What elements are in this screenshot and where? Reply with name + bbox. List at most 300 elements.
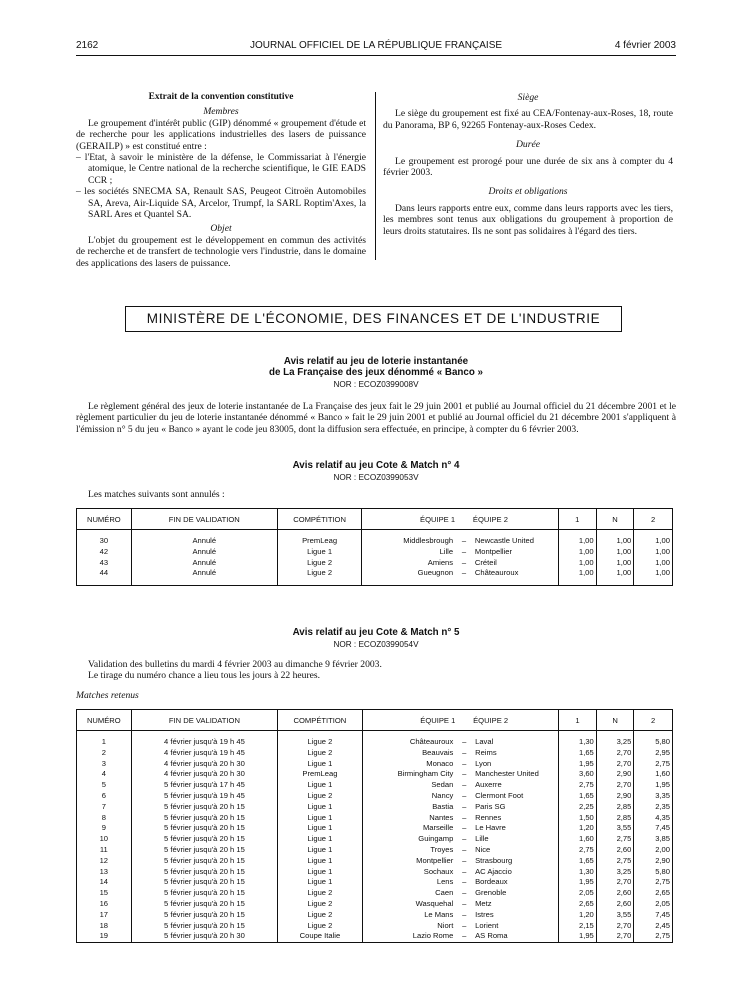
odds-1: 1,00 [558, 536, 596, 547]
table-row [77, 813, 673, 824]
team-1: Caen [362, 888, 455, 899]
match-number: 13 [77, 867, 132, 878]
col-header-1: 1 [559, 710, 597, 731]
cm4-table [76, 508, 673, 586]
odds-2: 2,75 [634, 759, 673, 770]
team-2: Lyon [473, 759, 559, 770]
validation-end: Annulé [131, 547, 277, 558]
competition: Ligue 1 [278, 759, 362, 770]
match-number: 4 [77, 769, 132, 780]
validation-end: 5 février jusqu'à 20 h 15 [131, 856, 278, 867]
table-row [77, 769, 673, 780]
odds-1: 1,65 [559, 748, 597, 759]
odds-1: 1,20 [559, 910, 597, 921]
banco-title-line-1: Avis relatif au jeu de loterie instantanée [283, 356, 469, 367]
competition: Ligue 2 [278, 737, 362, 748]
col-header-competition: COMPÉTITION [277, 509, 361, 530]
odds-n: 2,70 [596, 877, 634, 888]
competition: Coupe Italie [278, 931, 362, 942]
odds-1: 2,75 [559, 780, 597, 791]
odds-1: 2,65 [559, 899, 597, 910]
table-row [77, 910, 673, 921]
table-row [77, 856, 673, 867]
cm4-table-body [77, 530, 673, 586]
odds-n: 3,25 [596, 737, 634, 748]
competition: Ligue 2 [278, 888, 362, 899]
col-header-1: 1 [558, 509, 596, 530]
competition: Ligue 2 [278, 899, 362, 910]
issue-date: 4 février 2003 [614, 40, 676, 51]
validation-end: 5 février jusqu'à 20 h 15 [131, 813, 278, 824]
team-1: Nancy [362, 791, 455, 802]
odds-n: 2,90 [596, 791, 634, 802]
table-row [77, 899, 673, 910]
validation-end: 4 février jusqu'à 19 h 45 [131, 748, 278, 759]
team-separator: – [462, 823, 467, 833]
odds-1: 2,15 [559, 921, 597, 932]
odds-2: 2,65 [634, 888, 673, 899]
team-separator: – [462, 747, 467, 757]
odds-n: 2,60 [596, 888, 634, 899]
team-2: AS Roma [473, 931, 559, 942]
competition: Ligue 1 [278, 877, 362, 888]
odds-2: 1,00 [634, 536, 673, 547]
validation-end: 4 février jusqu'à 20 h 30 [131, 769, 278, 780]
odds-1: 1,00 [558, 547, 596, 558]
team-separator: – [462, 844, 467, 854]
odds-1: 1,30 [559, 737, 597, 748]
team-1: Gueugnon [362, 568, 455, 579]
match-number: 14 [77, 877, 132, 888]
odds-1: 2,25 [559, 802, 597, 813]
col-header-numero: NUMÉRO [77, 509, 132, 530]
validation-end: Annulé [131, 536, 277, 547]
match-number: 18 [77, 921, 132, 932]
table-row [77, 867, 673, 878]
team-1: Lille [362, 547, 455, 558]
col-header-fin-validation: FIN DE VALIDATION [131, 509, 277, 530]
col-header-n: N [596, 710, 634, 731]
table-row [77, 737, 673, 748]
table-row [77, 536, 673, 547]
cm5-nor: NOR : ECOZ0399054V [333, 640, 419, 649]
col-header-equipe-1: ÉQUIPE 1 [362, 710, 455, 731]
droits-text: Dans leurs rapports entre eux, comme dans leurs rapports avec les tiers, les membres sont tenus aux obligations du groupement à proportion de leurs droits statutaires. Ils ne sont pas solidaires à l'égard des tiers. [383, 202, 673, 237]
match-number: 17 [77, 910, 132, 921]
team-2: Reims [473, 748, 559, 759]
odds-n: 2,90 [596, 769, 634, 780]
membres-item-1: – l'Etat, à savoir le ministère de la défense, le Commissariat à l'énergie atomique, le Centre national de la recherche scientifique, le GIE EADS CCR ; [76, 152, 366, 186]
odds-1: 1,50 [559, 813, 597, 824]
competition: Ligue 1 [278, 813, 362, 824]
odds-2: 2,75 [634, 931, 673, 942]
spacer-cell [596, 579, 634, 586]
cm4-intro: Les matches suivants sont annulés : [88, 489, 225, 500]
team-separator: – [461, 546, 467, 556]
header-rule [76, 55, 676, 56]
team-1: Beauvais [362, 748, 455, 759]
odds-2: 7,45 [634, 910, 673, 921]
spacer-cell [277, 579, 361, 586]
odds-1: 1,00 [558, 558, 596, 569]
validation-end: 5 février jusqu'à 20 h 30 [131, 931, 278, 942]
team-1: Birmingham City [362, 769, 455, 780]
col-header-spacer [455, 710, 473, 731]
validation-end: 5 février jusqu'à 20 h 15 [131, 845, 278, 856]
match-number: 42 [77, 547, 132, 558]
spacer-cell [558, 579, 596, 586]
match-number: 16 [77, 899, 132, 910]
competition: PremLeag [278, 769, 362, 780]
odds-n: 3,55 [596, 910, 634, 921]
odds-1: 2,75 [559, 845, 597, 856]
team-separator: – [462, 866, 467, 876]
duree-text: Le groupement est prorogé pour une durée de six ans à compter du 4 février 2003. [383, 155, 673, 179]
odds-n: 2,70 [596, 759, 634, 770]
droits-heading: Droits et obligations [488, 186, 568, 198]
col-header-competition: COMPÉTITION [278, 710, 362, 731]
team-1: Lazio Rome [362, 931, 455, 942]
table-row [77, 834, 673, 845]
table-row [77, 823, 673, 834]
siege-text: Le siège du groupement est fixé au CEA/Fontenay-aux-Roses, 18, route du Panorama, BP 6, 92265 Fontenay-aux-Roses Cedex. [383, 108, 673, 131]
validation-end: 5 février jusqu'à 20 h 15 [131, 910, 278, 921]
team-2: Grenoble [473, 888, 559, 899]
team-1: Amiens [362, 558, 455, 569]
col-header-equipe-2: ÉQUIPE 2 [473, 710, 559, 731]
cm4-intro-block [76, 489, 676, 500]
team-separator: – [462, 855, 467, 865]
cm5-tirage: Le tirage du numéro chance a lieu tous les jours à 22 heures. [88, 670, 321, 682]
competition: Ligue 1 [277, 547, 361, 558]
odds-2: 4,35 [634, 813, 673, 824]
validation-end: 5 février jusqu'à 17 h 45 [131, 780, 278, 791]
table-row [77, 547, 673, 558]
team-1: Bastia [362, 802, 455, 813]
team-separator: – [455, 931, 473, 942]
odds-n: 1,00 [596, 568, 634, 579]
odds-2: 1,60 [634, 769, 673, 780]
match-number: 8 [77, 813, 132, 824]
spacer-cell [634, 579, 673, 586]
validation-end: Annulé [131, 558, 277, 569]
odds-1: 1,65 [559, 856, 597, 867]
match-number: 3 [77, 759, 132, 770]
table-row [77, 888, 673, 899]
competition: Ligue 1 [278, 834, 362, 845]
match-number: 12 [77, 856, 132, 867]
cm5-matches-heading: Matches retenus [76, 690, 139, 701]
team-1: Middlesbrough [362, 536, 455, 547]
competition: Ligue 2 [277, 568, 361, 579]
match-number: 1 [77, 737, 132, 748]
col-header-equipe-2: ÉQUIPE 2 [473, 509, 559, 530]
odds-2: 1,95 [634, 780, 673, 791]
cm5-header-row [77, 710, 673, 731]
banco-text-block [76, 401, 676, 435]
ministry-banner: MINISTÈRE DE L'ÉCONOMIE, DES FINANCES ET DE L'INDUSTRIE [125, 306, 622, 332]
team-separator: – [462, 737, 467, 746]
team-separator: – [461, 557, 467, 567]
competition: Ligue 1 [278, 780, 362, 791]
match-number: 7 [77, 802, 132, 813]
spacer-cell [362, 579, 455, 586]
page-header [76, 40, 676, 54]
team-2: Lorient [473, 921, 559, 932]
odds-2: 1,00 [634, 547, 673, 558]
cm4-title: Avis relatif au jeu Cote & Match n° 4 [292, 460, 460, 471]
odds-n: 2,70 [596, 780, 634, 791]
team-2: Manchester United [473, 769, 559, 780]
odds-1: 1,95 [559, 931, 597, 942]
team-separator: – [462, 898, 467, 908]
spacer-cell [473, 579, 559, 586]
team-separator: – [462, 877, 467, 887]
competition: Ligue 1 [278, 867, 362, 878]
odds-2: 2,35 [634, 802, 673, 813]
banco-nor: NOR : ECOZ0399008V [333, 380, 419, 389]
team-1: Sochaux [362, 867, 455, 878]
odds-1: 1,30 [559, 867, 597, 878]
team-1: Marseille [362, 823, 455, 834]
odds-1: 1,95 [559, 877, 597, 888]
team-separator: – [462, 769, 467, 779]
odds-1: 3,60 [559, 769, 597, 780]
competition: Ligue 1 [278, 802, 362, 813]
column-separator [375, 92, 376, 260]
validation-end: Annulé [131, 568, 277, 579]
team-1: Monaco [362, 759, 455, 770]
odds-n: 2,70 [596, 931, 634, 942]
duree-heading: Durée [516, 139, 540, 151]
team-2: Metz [473, 899, 559, 910]
team-1: Troyes [362, 845, 455, 856]
match-number: 11 [77, 845, 132, 856]
cm5-table [76, 709, 673, 943]
team-separator: – [461, 568, 467, 578]
match-number: 2 [77, 748, 132, 759]
competition: Ligue 2 [278, 791, 362, 802]
odds-1: 1,95 [559, 759, 597, 770]
spacer-cell [131, 579, 277, 586]
match-number: 6 [77, 791, 132, 802]
table-row [77, 931, 673, 942]
odds-2: 3,35 [634, 791, 673, 802]
col-header-2: 2 [634, 509, 673, 530]
banco-text: Le règlement général des jeux de loterie instantanée de La Française des jeux fait le 29 juin 2001 et publié au Journal officiel du 21 décembre 2001 et le règlement particulier du jeu de loterie instantanée dénommé « Banco » fait le 29 juin 2001 et publié au Journal officiel du 21 décembre 2001 s'appliquent à l'émission n° 5 du jeu « Banco » ayant le code jeu 83005, dont la diffusion sera effectuée, en principe, à compter du 6 février 2003. [76, 401, 676, 435]
odds-n: 3,25 [596, 867, 634, 878]
spacer-cell [77, 579, 132, 586]
team-1: Niort [362, 921, 455, 932]
team-separator: – [462, 888, 467, 898]
match-number: 10 [77, 834, 132, 845]
team-separator: – [462, 790, 467, 800]
odds-2: 2,00 [634, 845, 673, 856]
team-1: Nantes [362, 813, 455, 824]
team-separator: – [461, 536, 467, 545]
odds-2: 3,85 [634, 834, 673, 845]
cm4-nor: NOR : ECOZ0399053V [333, 473, 419, 482]
membres-intro: Le groupement d'intérêt public (GIP) dénommé « groupement d'étude et de recherche pour les applications industrielles des lasers de puissance (GERAILP) » est constitué entre : [76, 117, 366, 152]
convention-title: Extrait de la convention constitutive [148, 92, 294, 102]
cm5-title: Avis relatif au jeu Cote & Match n° 5 [292, 627, 460, 638]
validation-end: 5 février jusqu'à 20 h 15 [131, 877, 278, 888]
cm4-header-row [77, 509, 673, 530]
odds-2: 5,80 [634, 737, 673, 748]
team-2: Lille [473, 834, 559, 845]
table-row [77, 748, 673, 759]
odds-n: 2,75 [596, 856, 634, 867]
cm5-table-body [77, 731, 673, 943]
odds-2: 1,00 [634, 558, 673, 569]
team-2: Bordeaux [473, 877, 559, 888]
col-header-fin-validation: FIN DE VALIDATION [131, 710, 278, 731]
match-number: 44 [77, 568, 132, 579]
odds-2: 1,00 [634, 568, 673, 579]
team-2: Paris SG [473, 802, 559, 813]
odds-1: 1,20 [559, 823, 597, 834]
odds-2: 2,45 [634, 921, 673, 932]
odds-1: 1,60 [559, 834, 597, 845]
validation-end: 4 février jusqu'à 19 h 45 [131, 737, 278, 748]
competition: Ligue 1 [278, 823, 362, 834]
cm5-validation: Validation des bulletins du mardi 4 février 2003 au dimanche 9 février 2003. [88, 659, 382, 670]
match-number: 30 [77, 536, 132, 547]
team-2: Montpellier [473, 547, 559, 558]
page-number: 2162 [76, 40, 99, 51]
team-separator: – [462, 909, 467, 919]
team-2: Châteauroux [473, 568, 559, 579]
right-column [383, 92, 673, 237]
validation-end: 5 février jusqu'à 20 h 15 [131, 802, 278, 813]
odds-2: 2,75 [634, 877, 673, 888]
team-2: Nice [473, 845, 559, 856]
match-number: 9 [77, 823, 132, 834]
odds-n: 2,70 [596, 921, 634, 932]
table-row [77, 845, 673, 856]
odds-2: 5,80 [634, 867, 673, 878]
competition: Ligue 2 [278, 921, 362, 932]
team-separator: – [462, 920, 467, 930]
validation-end: 4 février jusqu'à 20 h 30 [131, 759, 278, 770]
team-separator: – [462, 812, 467, 822]
odds-2: 2,05 [634, 899, 673, 910]
odds-2: 2,90 [634, 856, 673, 867]
objet-text: L'objet du groupement est le développement en commun des activités de recherche et de transfert de technologie vers l'industrie, dans le domaine des applications des lasers de puissance. [76, 234, 366, 269]
validation-end: 5 février jusqu'à 20 h 15 [131, 899, 278, 910]
odds-n: 2,85 [596, 802, 634, 813]
odds-n: 2,85 [596, 813, 634, 824]
odds-1: 1,00 [558, 568, 596, 579]
table-row [77, 877, 673, 888]
team-2: Newcastle United [473, 536, 559, 547]
odds-1: 1,65 [559, 791, 597, 802]
banco-title-line-2: de La Française des jeux dénommé « Banco » [269, 367, 483, 378]
team-2: Rennes [473, 813, 559, 824]
team-2: Le Havre [473, 823, 559, 834]
spacer-cell [455, 579, 473, 586]
team-2: Istres [473, 910, 559, 921]
col-header-spacer [455, 509, 473, 530]
team-1: Wasquehal [362, 899, 455, 910]
odds-n: 3,55 [596, 823, 634, 834]
col-header-numero: NUMÉRO [77, 710, 132, 731]
competition: PremLeag [277, 536, 361, 547]
competition: Ligue 2 [278, 748, 362, 759]
table-row [77, 780, 673, 791]
table-row [77, 791, 673, 802]
competition: Ligue 1 [278, 845, 362, 856]
table-row [77, 568, 673, 579]
journal-title: JOURNAL OFFICIEL DE LA RÉPUBLIQUE FRANÇAISE [249, 40, 503, 51]
left-column [76, 92, 366, 269]
competition: Ligue 2 [278, 910, 362, 921]
team-2: AC Ajaccio [473, 867, 559, 878]
team-separator: – [462, 780, 467, 790]
team-separator: – [462, 801, 467, 811]
col-header-equipe-1: ÉQUIPE 1 [362, 509, 455, 530]
team-2: Auxerre [473, 780, 559, 791]
team-1: Châteauroux [362, 737, 455, 748]
validation-end: 5 février jusqu'à 20 h 15 [131, 823, 278, 834]
odds-n: 2,60 [596, 845, 634, 856]
odds-2: 2,95 [634, 748, 673, 759]
match-number: 5 [77, 780, 132, 791]
objet-heading: Objet [210, 223, 232, 235]
odds-n: 1,00 [596, 547, 634, 558]
table-row [77, 802, 673, 813]
col-header-n: N [596, 509, 634, 530]
validation-end: 5 février jusqu'à 19 h 45 [131, 791, 278, 802]
team-2: Strasbourg [473, 856, 559, 867]
validation-end: 5 février jusqu'à 20 h 15 [131, 834, 278, 845]
table-row [77, 558, 673, 569]
odds-n: 2,75 [596, 834, 634, 845]
team-1: Sedan [362, 780, 455, 791]
team-separator: – [462, 834, 467, 844]
match-number: 19 [77, 931, 132, 942]
team-1: Le Mans [362, 910, 455, 921]
siege-heading: Siège [517, 92, 539, 103]
team-separator: – [462, 758, 467, 768]
team-1: Lens [362, 877, 455, 888]
table-spacer-row [77, 579, 673, 586]
team-2: Clermont Foot [473, 791, 559, 802]
match-number: 15 [77, 888, 132, 899]
col-header-2: 2 [634, 710, 673, 731]
odds-n: 2,60 [596, 899, 634, 910]
table-row [77, 759, 673, 770]
team-2: Créteil [473, 558, 559, 569]
odds-n: 1,00 [596, 558, 634, 569]
odds-2: 7,45 [634, 823, 673, 834]
membres-item-2: – les sociétés SNECMA SA, Renault SAS, Peugeot Citroën Automobiles SA, Areva, Air-Liquide SA, Arcelor, Trumpf, la SARL Roptim'Axes, la SARL Ares et Quantel SA. [76, 186, 366, 221]
validation-end: 5 février jusqu'à 20 h 15 [131, 867, 278, 878]
cm5-info-block [76, 659, 676, 682]
odds-n: 2,70 [596, 748, 634, 759]
competition: Ligue 1 [278, 856, 362, 867]
competition: Ligue 2 [277, 558, 361, 569]
validation-end: 5 février jusqu'à 20 h 15 [131, 888, 278, 899]
membres-heading: Membres [203, 106, 239, 118]
team-1: Guingamp [362, 834, 455, 845]
team-2: Laval [473, 737, 559, 748]
odds-1: 2,05 [559, 888, 597, 899]
match-number: 43 [77, 558, 132, 569]
team-1: Montpellier [362, 856, 455, 867]
table-row [77, 921, 673, 932]
validation-end: 5 février jusqu'à 20 h 15 [131, 921, 278, 932]
